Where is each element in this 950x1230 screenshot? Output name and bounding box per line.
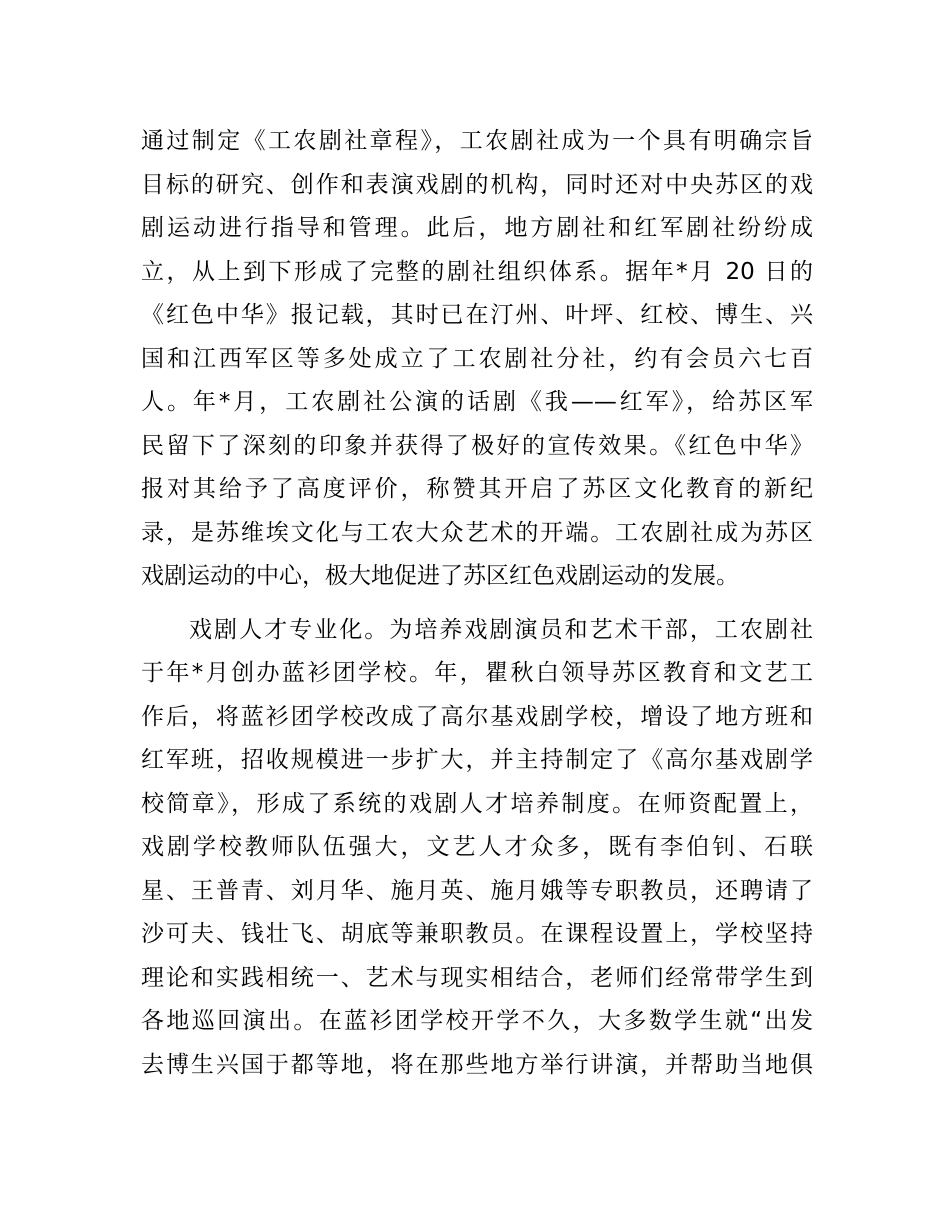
text-line: 人。年*月，工农剧社公演的话剧《我——红军》，给苏区军 — [141, 389, 813, 415]
text-line: 戏剧学校教师队伍强大，文艺人才众多，既有李伯钊、石联 — [141, 834, 813, 860]
text-line: 录，是苏维埃文化与工农大众艺术的开端。工农剧社成为苏区 — [141, 519, 813, 546]
text-line: 沙可夫、钱壮飞、胡底等兼职教员。在课程设置上，学校坚持 — [141, 921, 813, 947]
text-line: 《红色中华》报记载，其时已在汀州、叶坪、红校、博生、兴 — [141, 302, 813, 328]
text-line: 作后，将蓝衫团学校改成了高尔基戏剧学校，增设了地方班和 — [141, 703, 813, 730]
text-line: 民留下了深刻的印象并获得了极好的宣传效果。《红色中华》 — [141, 432, 813, 459]
paragraph-2 — [141, 609, 813, 1088]
text-line: 国和江西军区等多处成立了工农剧社分社，约有会员六七百 — [141, 345, 813, 372]
text-line: 校简章》，形成了系统的戏剧人才培养制度。在师资配置上， — [141, 790, 813, 817]
text-line: 剧运动进行指导和管理。此后，地方剧社和红军剧社纷纷成 — [141, 215, 813, 241]
text-line: 立，从上到下形成了完整的剧社组织体系。据年*月 20 日的 — [141, 258, 813, 285]
paragraph-1 — [141, 120, 813, 599]
text-line: 通过制定《工农剧社章程》，工农剧社成为一个具有明确宗旨 — [141, 128, 813, 154]
document-body — [141, 120, 813, 1087]
text-line: 去博生兴国于都等地，将在那些地方举行讲演，并帮助当地俱 — [141, 1051, 813, 1078]
text-line: 理论和实践相统一、艺术与现实相结合，老师们经常带学生到 — [141, 964, 813, 991]
text-line: 各地巡回演出。在蓝衫团学校开学不久，大多数学生就“出发 — [141, 1008, 813, 1034]
text-line: 戏剧运动的中心，极大地促进了苏区红色戏剧运动的发展。 — [141, 563, 739, 589]
text-line: 报对其给予了高度评价，称赞其开启了苏区文化教育的新纪 — [141, 476, 813, 502]
text-line: 星、王普青、刘月华、施月英、施月娥等专职教员，还聘请了 — [141, 877, 813, 904]
text-line: 戏剧人才专业化。为培养戏剧演员和艺术干部，工农剧社 — [189, 616, 813, 643]
text-line: 目标的研究、创作和表演戏剧的机构，同时还对中央苏区的戏 — [141, 171, 813, 198]
text-line: 于年*月创办蓝衫团学校。年，瞿秋白领导苏区教育和文艺工 — [141, 660, 813, 686]
text-line: 红军班，招收规模进一步扩大，并主持制定了《高尔基戏剧学 — [141, 747, 813, 773]
